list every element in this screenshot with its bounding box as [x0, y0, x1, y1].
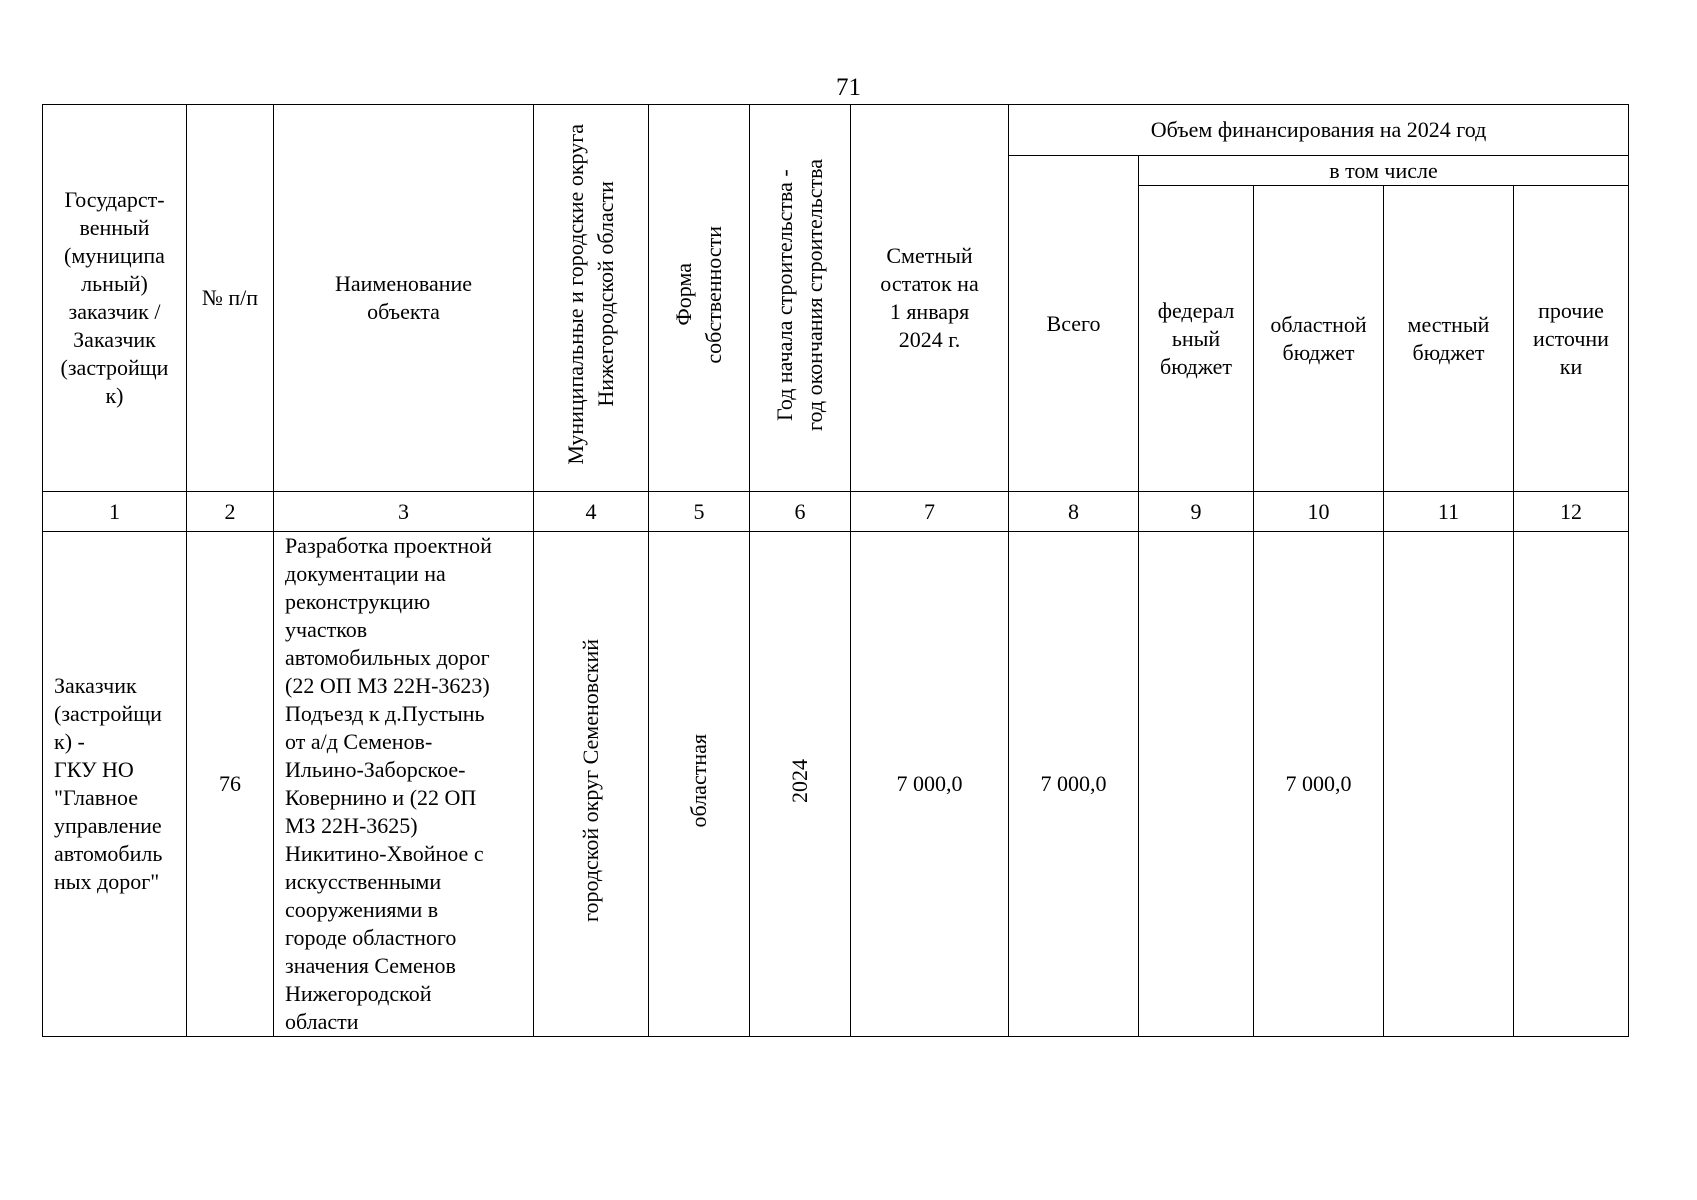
header-estimate-balance: Сметный остаток на 1 января 2024 г. [851, 105, 1009, 492]
row-years-text: 2024 [787, 758, 812, 803]
header-ownership-text: Форма собственности [671, 225, 726, 364]
header-municipality-text: Муниципальные и городские округа Нижегородской области [563, 124, 618, 465]
row-municipality-text: городской округ Семеновский [578, 639, 603, 922]
row-estimate-balance: 7 000,0 [851, 532, 1009, 1037]
row-other [1514, 532, 1629, 1037]
column-number: 8 [1009, 492, 1139, 532]
column-number: 5 [649, 492, 750, 532]
column-number-row [43, 492, 1629, 532]
header-years [750, 105, 851, 492]
header-local: местный бюджет [1384, 186, 1514, 492]
header-total: Всего [1009, 156, 1139, 492]
header-ownership [649, 105, 750, 492]
column-number: 11 [1384, 492, 1514, 532]
row-municipality [534, 532, 649, 1037]
header-object-name: Наименование объекта [274, 105, 534, 492]
column-number: 10 [1254, 492, 1384, 532]
page-number: 71 [836, 74, 861, 101]
column-number: 4 [534, 492, 649, 532]
row-total: 7 000,0 [1009, 532, 1139, 1037]
header-other: прочие источни ки [1514, 186, 1629, 492]
column-number: 2 [187, 492, 274, 532]
header-federal: федерал ьный бюджет [1139, 186, 1254, 492]
row-regional: 7 000,0 [1254, 532, 1384, 1037]
header-years-text: Год начала строительства - год окончания строительства [772, 158, 827, 431]
column-number: 1 [43, 492, 187, 532]
row-years [750, 532, 851, 1037]
header-municipality [534, 105, 649, 492]
row-federal [1139, 532, 1254, 1037]
column-number: 7 [851, 492, 1009, 532]
column-number: 9 [1139, 492, 1254, 532]
financing-table [42, 104, 1629, 1037]
header-regional: областной бюджет [1254, 186, 1384, 492]
row-number: 76 [187, 532, 274, 1037]
row-customer: Заказчик (застройщи к) - ГКУ НО "Главное управление автомобиль ных дорог" [43, 532, 187, 1037]
table-row [43, 532, 1629, 1037]
column-number: 12 [1514, 492, 1629, 532]
header-customer: Государст- венный (муниципа льный) заказчик / Заказчик (застройщи к) [43, 105, 187, 492]
row-local [1384, 532, 1514, 1037]
row-ownership [649, 532, 750, 1037]
column-number: 3 [274, 492, 534, 532]
header-including: в том числе [1139, 156, 1629, 186]
row-ownership-text: областная [686, 733, 711, 828]
row-object-name: Разработка проектной документации на реконструкцию участков автомобильных дорог (22 ОП МЗ 22Н-3623) Подъезд к д.Пустынь от а/д Семенов- Ильино-Заборское- Ковернино и (22 ОП МЗ 22Н-3625) Никитино-Хвойное с искусственными сооружениями в городе областного значения Семенов Нижегородской области [274, 532, 534, 1037]
header-funding-group: Объем финансирования на 2024 год [1009, 105, 1629, 156]
header-number: № п/п [187, 105, 274, 492]
column-number: 6 [750, 492, 851, 532]
